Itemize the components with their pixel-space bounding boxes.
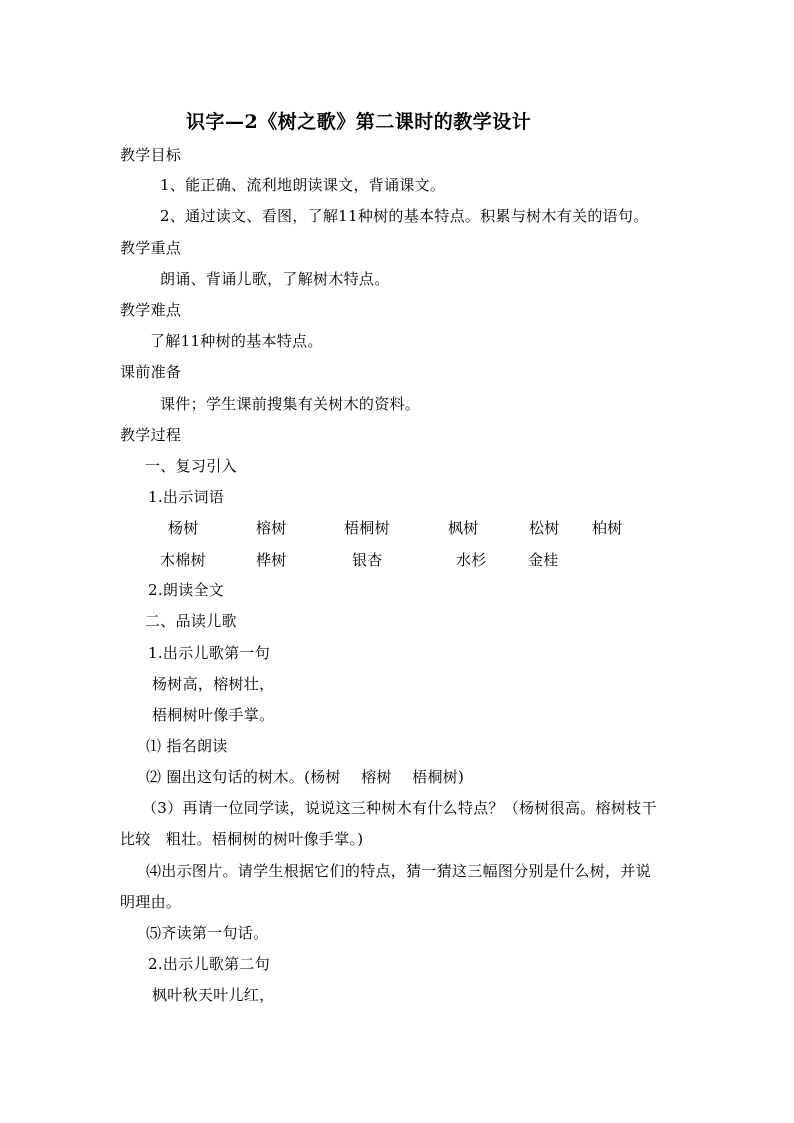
word-mumianshu: 木棉树	[160, 551, 206, 569]
sub-step-3-line1: （3）再请一位同学读，说说这三种树木有什么特点？（杨树很高。榕树枝干	[142, 799, 657, 817]
section-heading-process: 教学过程	[120, 426, 182, 444]
section-heading-key-points: 教学重点	[120, 239, 182, 257]
prep-text: 课件；学生课前搜集有关树木的资料。	[160, 395, 421, 413]
part2-step1: 1.出示儿歌第一句	[148, 644, 271, 662]
word-baishu: 柏树	[592, 519, 623, 537]
word-jingui: 金桂	[528, 551, 559, 569]
goal-item-2: 2、通过读文、看图，了解11种树的基本特点。积累与树木有关的语句。	[160, 207, 649, 225]
word-songshu: 松树	[529, 519, 560, 537]
section-heading-goals: 教学目标	[120, 146, 182, 164]
word-yangshu: 杨树	[168, 519, 199, 537]
word-huashu: 桦树	[256, 551, 287, 569]
verse2-line1: 枫叶秋天叶儿红，	[152, 986, 275, 1004]
part1-heading: 一、复习引入	[145, 457, 237, 475]
word-shuishan: 水杉	[456, 551, 487, 569]
section-heading-prep: 课前准备	[120, 363, 182, 381]
difficulties-text: 了解11种树的基本特点。	[150, 332, 323, 350]
verse1-line1: 杨树高，榕树壮，	[152, 675, 275, 693]
part1-step1: 1.出示词语	[148, 488, 225, 506]
sub-step-4-line2: 明理由。	[120, 893, 182, 911]
key-points-text: 朗诵、背诵儿歌，了解树木特点。	[160, 270, 390, 288]
document-title: 识字—2《树之歌》第二课时的教学设计	[186, 111, 532, 133]
word-rongshu: 榕树	[256, 519, 287, 537]
part2-step2: 2.出示儿歌第二句	[148, 955, 271, 973]
sub-step-3-line2: 比较 粗壮。梧桐树的树叶像手掌。)	[120, 830, 364, 848]
part2-heading: 二、品读儿歌	[145, 612, 237, 630]
section-heading-difficulties: 教学难点	[120, 301, 182, 319]
sub-step-2: ⑵ 圈出这句话的树木。(杨树 榕树 梧桐树)	[146, 768, 465, 786]
word-wutongshu: 梧桐树	[344, 519, 390, 537]
part1-step2: 2.朗读全文	[148, 581, 225, 599]
sub-step-1: ⑴ 指名朗读	[146, 737, 228, 755]
word-fengshu: 枫树	[448, 519, 479, 537]
sub-step-4-line1: ⑷出示图片。请学生根据它们的特点，猜一猜这三幅图分别是什么树，并说	[146, 862, 651, 880]
goal-item-1: 1、能正确、流利地朗读课文，背诵课文。	[160, 176, 446, 194]
verse1-line2: 梧桐树叶像手掌。	[152, 706, 275, 724]
sub-step-5: ⑸齐读第一句话。	[146, 924, 269, 942]
word-yinxing: 银杏	[352, 551, 383, 569]
